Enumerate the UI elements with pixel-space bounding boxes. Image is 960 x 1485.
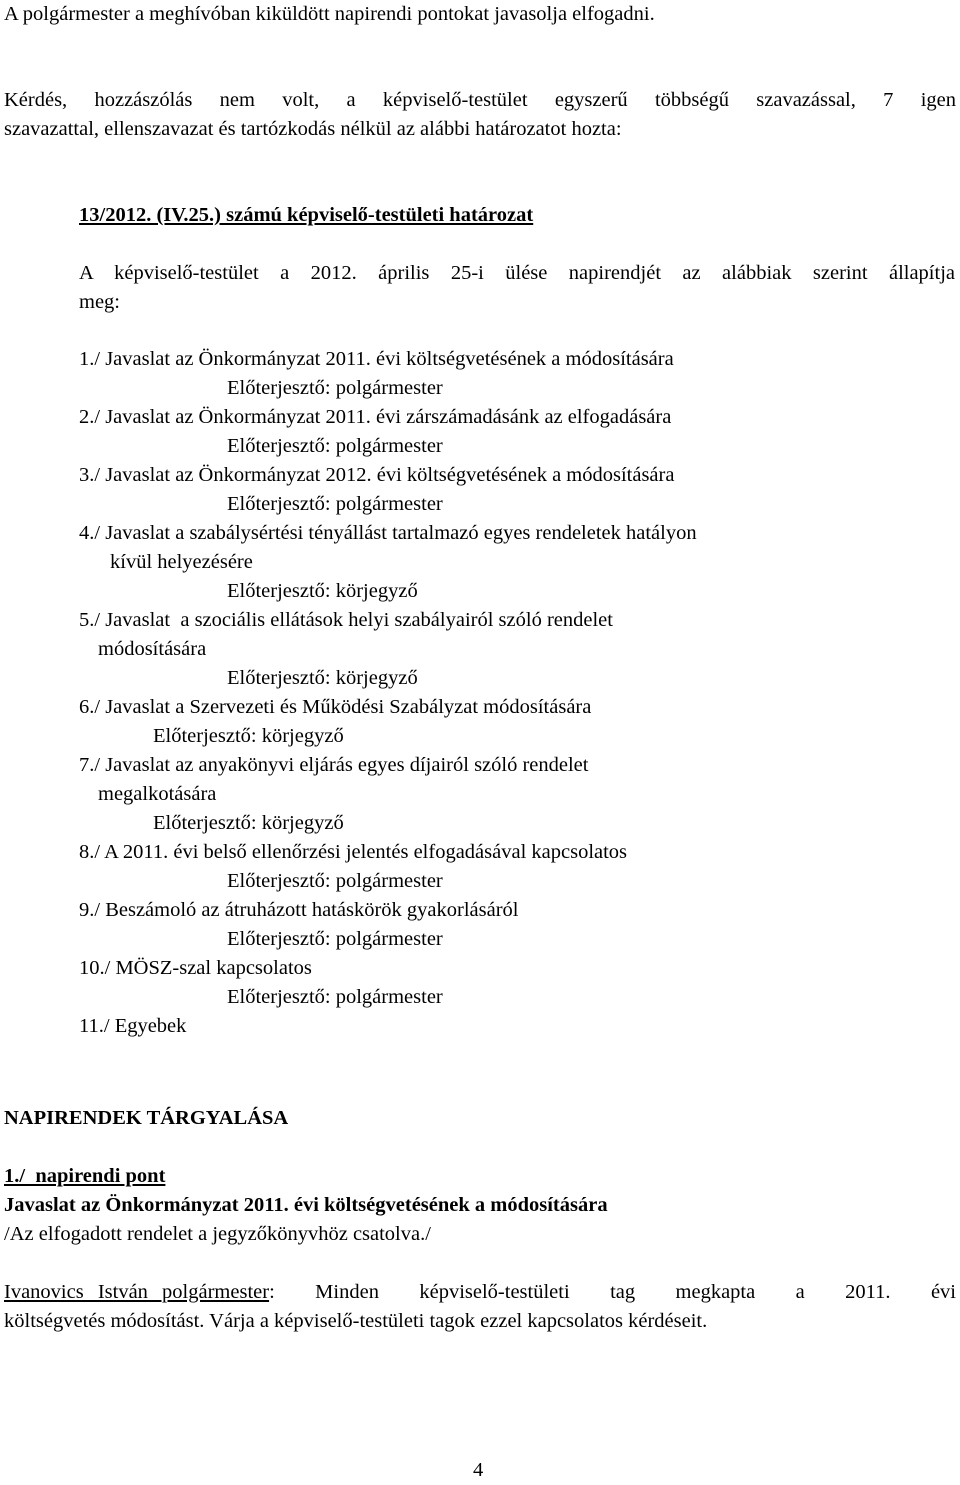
agenda-number: 3./ xyxy=(79,464,101,486)
agenda-title: Javaslat a szabálysértési tényállást tartalmazó egyes rendeletek hatályon xyxy=(105,522,697,544)
vote-paragraph-line-1: Kérdés, hozzászólás nem volt, a képviselő-testület egyszerű többségű szavazással, 7 igen xyxy=(4,89,956,111)
agenda-title: Egyebek xyxy=(114,1015,187,1037)
speech-line-2: költségvetés módosítást. Várja a képviselő-testületi tagok ezzel kapcsolatos kérdéseit. xyxy=(4,1310,708,1332)
agenda-item-7 xyxy=(79,751,588,780)
agenda-presenter: Előterjesztő: polgármester xyxy=(227,377,443,399)
agenda-number: 7./ xyxy=(79,754,101,776)
agenda-title: A 2011. évi belső ellenőrzési jelentés elfogadásával kapcsolatos xyxy=(104,841,628,863)
agenda-number: 6./ xyxy=(79,696,101,718)
agenda-presenter: Előterjesztő: körjegyző xyxy=(153,725,344,747)
agenda-title: Javaslat a Szervezeti és Működési Szabályzat módosítására xyxy=(105,696,592,718)
agenda-number: 1./ xyxy=(79,348,101,370)
agenda-title: Javaslat az anyakönyvi eljárás egyes díjairól szóló rendelet xyxy=(105,754,589,776)
agenda-title: Javaslat az Önkormányzat 2012. évi költségvetésének a módosítására xyxy=(105,464,675,486)
agenda-presenter: Előterjesztő: polgármester xyxy=(227,928,443,950)
speech-text: : Minden képviselő-testületi tag megkapta a 2011. évi xyxy=(269,1281,956,1303)
agenda-title: MÖSZ-szal kapcsolatos xyxy=(115,957,312,979)
agenda-title: Javaslat a szociális ellátások helyi szabályairól szóló rendelet xyxy=(105,609,613,631)
agenda-point-title: Javaslat az Önkormányzat 2011. évi költségvetésének a módosítására xyxy=(4,1194,608,1216)
agenda-number: 2./ xyxy=(79,406,101,428)
agenda-item-6 xyxy=(79,693,591,722)
intro-paragraph: A polgármester a meghívóban kiküldött napirendi pontokat javasolja elfogadni. xyxy=(4,3,655,25)
agenda-title: Javaslat az Önkormányzat 2011. évi költségvetésének a módosítására xyxy=(105,348,674,370)
agenda-title: Beszámoló az átruházott hatáskörök gyakorlásáról xyxy=(105,899,519,921)
agenda-presenter: Előterjesztő: polgármester xyxy=(227,435,443,457)
agenda-presenter: Előterjesztő: polgármester xyxy=(227,986,443,1008)
agenda-item-2 xyxy=(79,403,671,432)
agenda-number: 8./ xyxy=(79,841,101,863)
agenda-item-3 xyxy=(79,461,674,490)
agenda-title: Javaslat az Önkormányzat 2011. évi zárszámadásánk az elfogadására xyxy=(105,406,672,428)
agenda-number: 5./ xyxy=(79,609,101,631)
agenda-item-5 xyxy=(79,606,613,635)
agenda-item-11 xyxy=(79,1012,186,1041)
agenda-title-continuation: módosítására xyxy=(98,638,207,660)
resolution-text-line-1: A képviselő-testület a 2012. április 25-i ülése napirendjét az alábbiak szerint állapítja xyxy=(79,262,955,284)
agenda-item-8 xyxy=(79,838,627,867)
agenda-presenter: Előterjesztő: körjegyző xyxy=(227,667,418,689)
agenda-item-10 xyxy=(79,954,312,983)
agenda-presenter: Előterjesztő: polgármester xyxy=(227,870,443,892)
resolution-text-line-2: meg: xyxy=(79,291,120,313)
speech-line-1 xyxy=(4,1278,956,1307)
agenda-presenter: Előterjesztő: körjegyző xyxy=(227,580,418,602)
agenda-number: 4./ xyxy=(79,522,101,544)
agenda-number: 10./ xyxy=(79,957,111,979)
agenda-presenter: Előterjesztő: körjegyző xyxy=(153,812,344,834)
resolution-title: 13/2012. (IV.25.) számú képviselő-testületi határozat xyxy=(79,204,534,226)
agenda-number: 9./ xyxy=(79,899,101,921)
vote-paragraph-line-2: szavazattal, ellenszavazat és tartózkodás nélkül az alábbi határozatot hozta: xyxy=(4,118,622,140)
agenda-point-note: /Az elfogadott rendelet a jegyzőkönyvhöz csatolva./ xyxy=(4,1223,431,1245)
agenda-item-9 xyxy=(79,896,518,925)
agenda-item-1 xyxy=(79,345,674,374)
speaker-name: Ivanovics István polgármester xyxy=(4,1281,270,1303)
agenda-title-continuation: megalkotására xyxy=(98,783,217,805)
page-number: 4 xyxy=(473,1459,484,1481)
agenda-title-continuation: kívül helyezésére xyxy=(110,551,253,573)
agenda-point-label: 1./ napirendi pont xyxy=(4,1165,166,1187)
agenda-presenter: Előterjesztő: polgármester xyxy=(227,493,443,515)
agenda-item-4 xyxy=(79,519,697,548)
agenda-number: 11./ xyxy=(79,1015,110,1037)
section-heading: NAPIRENDEK TÁRGYALÁSA xyxy=(4,1107,289,1129)
